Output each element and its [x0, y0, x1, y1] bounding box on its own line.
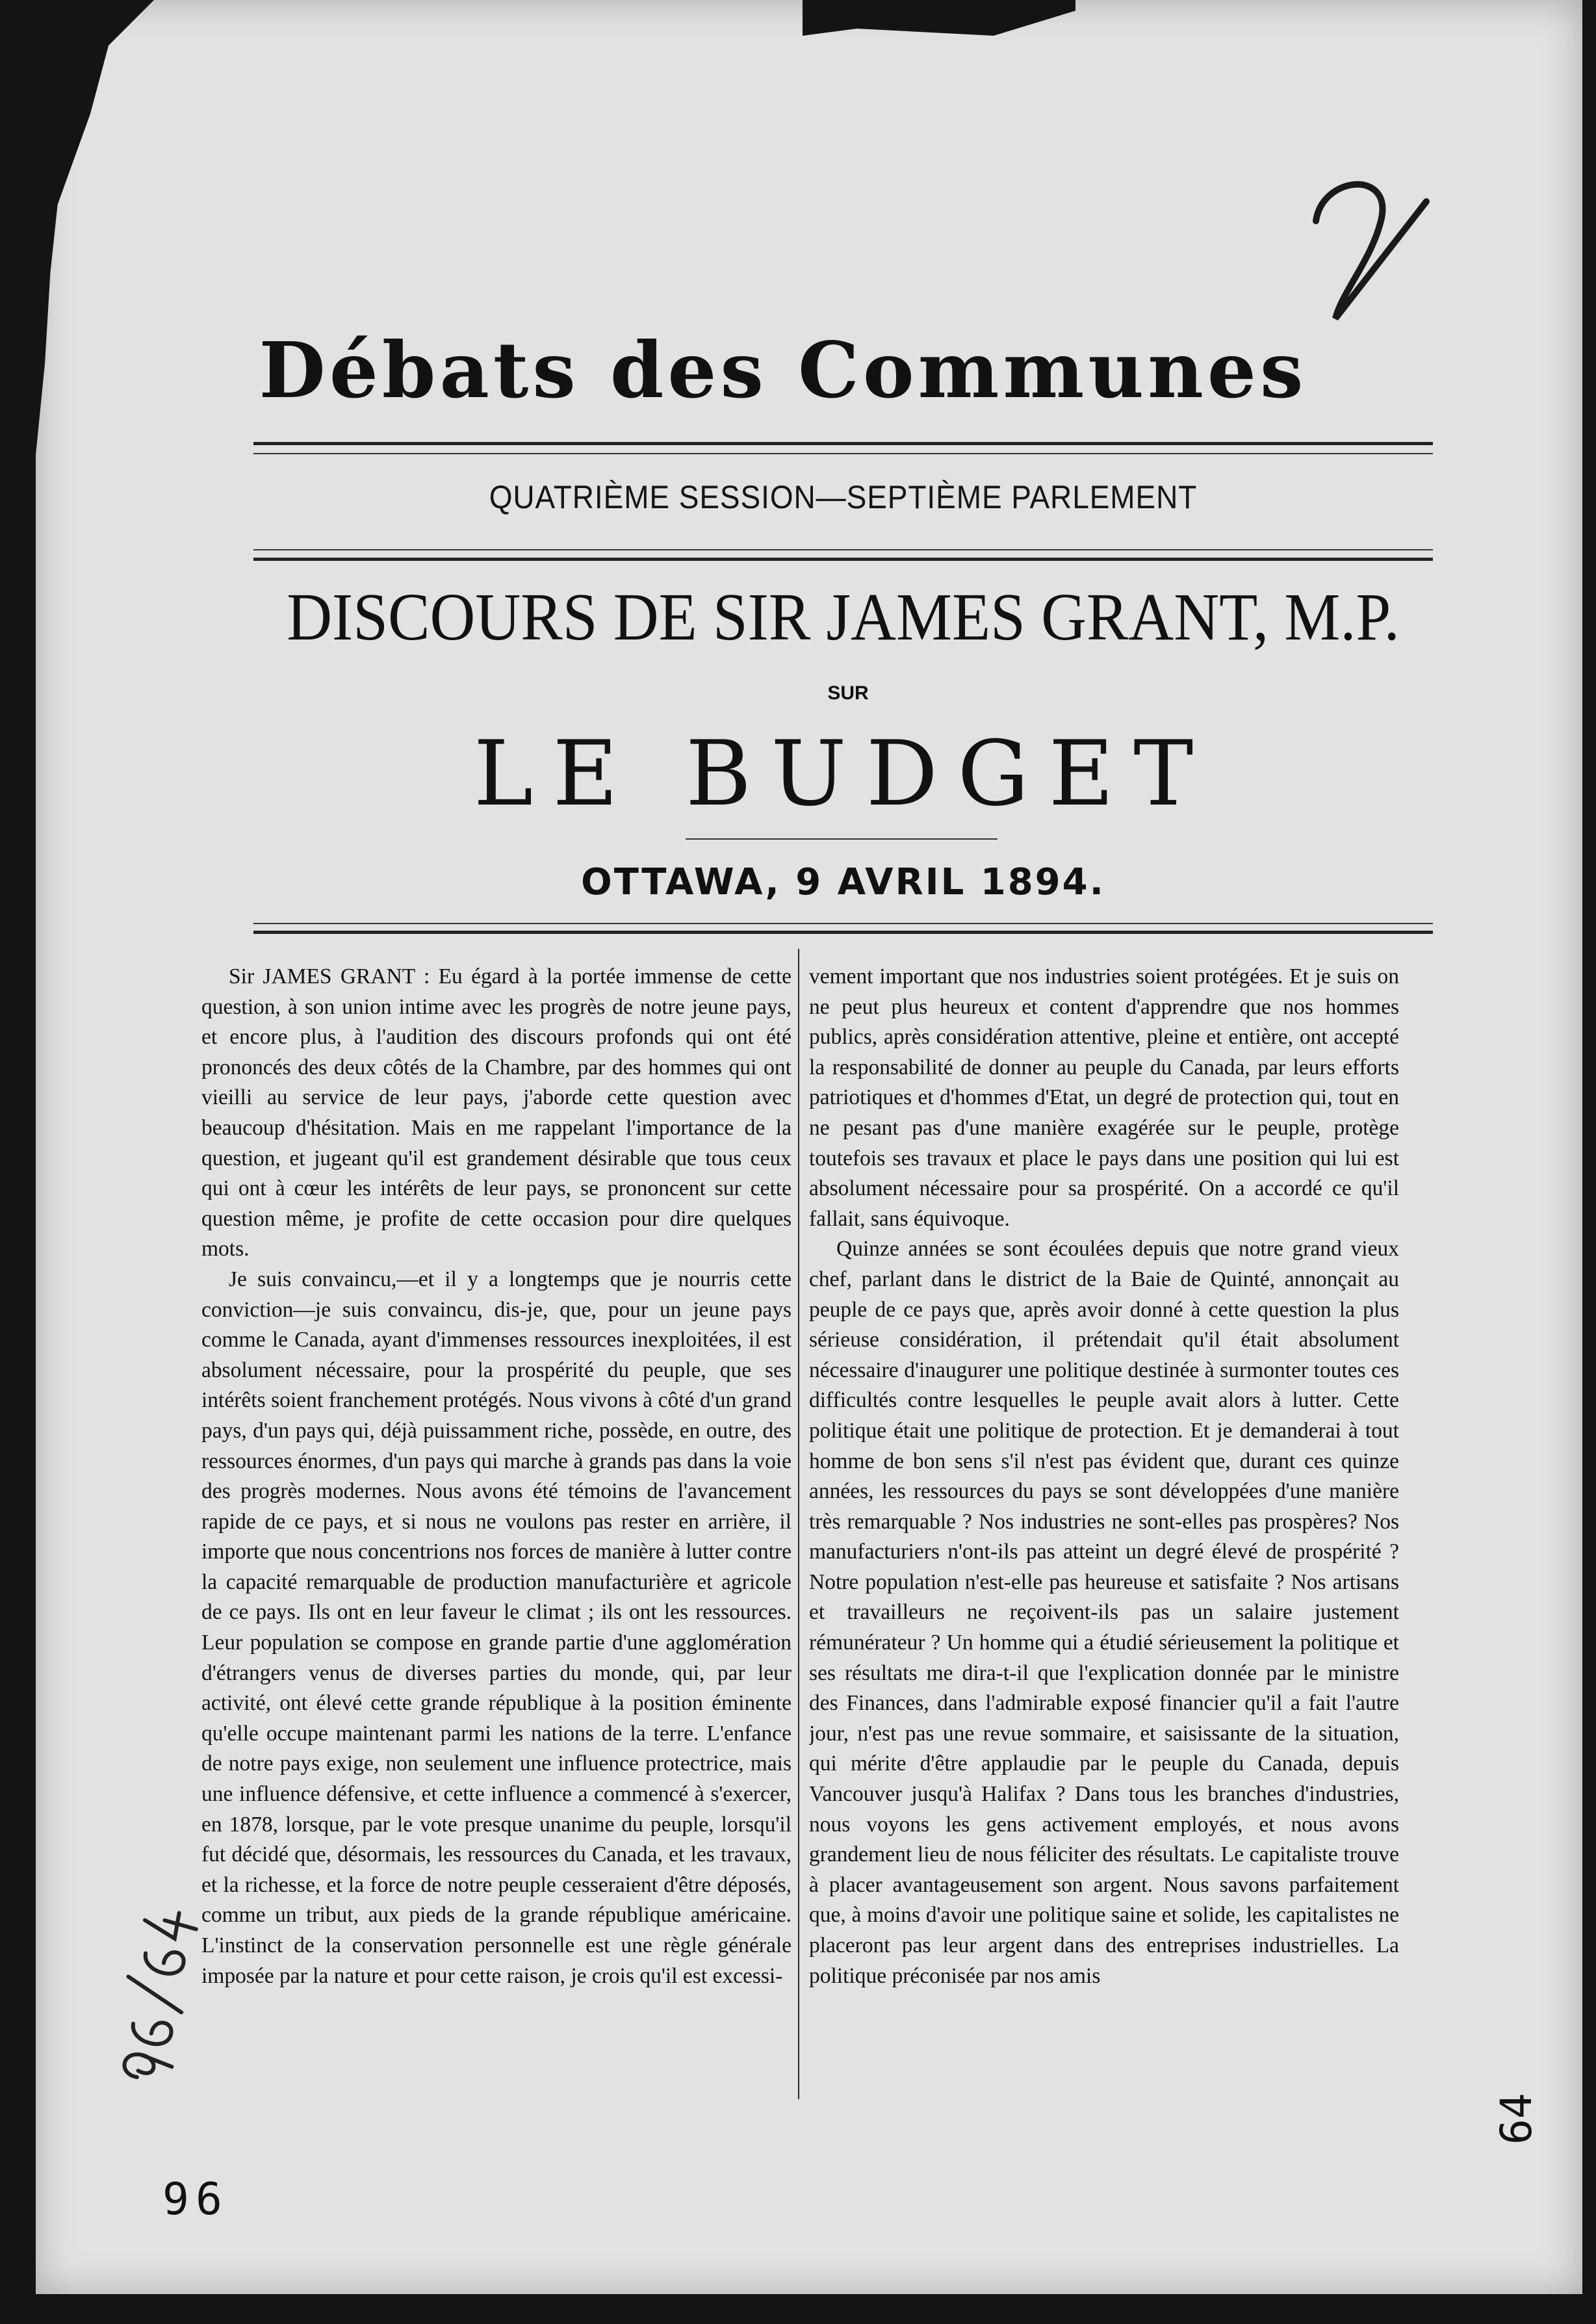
rule-mid-1	[253, 549, 1433, 550]
paragraph: vement important que nos industries soient protégées. Et je suis on ne peut plus heureux et content d'apprendre que nos hommes publics, après considération attentive, pleine et entière, ont accepté la responsabilité de donner au peuple du Canada, par leurs efforts patriotiques et d'hommes d'Etat, un degré de protection qui, tout en ne pesant pas d'une manière exagérée sur le peuple, protège toutefois ses travaux et place le pays dans une position qui lui est absolument nécessaire pour sa prospérité. On a accordé ce qu'il fallait, sans équivoque.	[809, 964, 1399, 1231]
paragraph: Sir JAMES GRANT : Eu égard à la portée immense de cette question, à son union intime avec les progrès de notre jeune pays, et encore plus, à l'audition des discours profonds qui ont été prononcés des deux côtés de la Chambre, par des hommes qui ont vieilli au service de leur pays, j'aborde cette question avec beaucoup d'hésitation. Mais en me rappelant l'importance de la question, et jugeant qu'il est grandement désirable que tous ceux qui ont à cœur les intérêts de leur pays, se prononcent sur cette question même, je profite de cette occasion pour dire quelques mots.	[201, 964, 792, 1261]
handwritten-note	[94, 1885, 224, 2093]
document-page	[36, 0, 1582, 2294]
rule-short	[686, 838, 997, 840]
session-line: QUATRIÈME SESSION—SEPTIÈME PARLEMENT	[489, 479, 1198, 515]
rule-date-2	[253, 931, 1433, 934]
torn-edge-top	[803, 0, 1075, 36]
rule-top-1	[253, 442, 1433, 445]
left-column	[201, 962, 792, 2099]
pencil-number-mark	[1296, 162, 1452, 331]
rule-mid-2	[253, 558, 1433, 561]
paragraph: Je suis convaincu,—et il y a longtemps que je nourris cette conviction—je suis convaincu, dis-je, que, pour un jeune pays comme le Canada, ayant d'immenses ressources inexploitées, il est absolument nécessaire, pour la prospérité du peuple, que ses intérêts soient franchement protégés. Nous vivons à côté d'un grand pays, d'un pays qui, déjà puissamment riche, possède, en outre, des ressources énormes, d'un pays qui marche à grands pas dans la voie des progrès modernes. Nous avons été témoins de l'avancement rapide de ce pays, et si nous ne voulons pas rester en arrière, il importe que nous concentrions nos forces de manière à lutter contre la capacité remarquable de production manufacturière et agricole de ce pays. Ils ont en leur faveur le climat ; ils ont les ressources. Leur population se compose en grande partie d'une agglomération d'étrangers venus de diverses parties du monde, qui, par leur activité, ont élevé cette grande république à la position éminente qu'elle occupe maintenant parmi les nations de la terre. L'enfance de notre pays exige, non seulement une influence protectrice, mais une influence défensive, et cette influence a commencé à s'exercer, en 1878, lorsque, par le vote presque unanime du peuple, lorsqu'il fut décidé que, désormais, les ressources du Canada, et les travaux, et la richesse, et la force de notre peuple cesseraient d'être déposés, comme un tribut, aux pieds de la grande république américaine. L'instinct de la conservation personnelle est une règle générale imposée par la nature et pour cette raison, je crois qu'il est excessi-	[201, 1267, 792, 1988]
dateline: OTTAWA, 9 AVRIL 1894.	[581, 861, 1105, 903]
subject-title: LE BUDGET	[473, 721, 1213, 826]
folio-number-right: 64	[1491, 2093, 1541, 2145]
paragraph: Quinze années se sont écoulées depuis que notre grand vieux chef, parlant dans le district de la Baie de Quinté, annonçait au peuple de ce pays que, après avoir donné à cette question la plus sérieuse considération, il prétendait qu'il était absolument nécessaire d'inaugurer une politique destinée à surmonter toutes ces difficultés contre lesquelles le peuple avait alors à lutter. Cette politique était une politique de protection. Et je demanderai à tout homme de bon sens s'il n'est pas évident que, durant ces quinze années, les ressources du pays se sont développées d'une manière très remarquable ? Nos industries ne sont-elles pas prospères? Nos manufacturiers n'ont-ils pas atteint un degré élevé de prospérité ? Notre population n'est-elle pas heureuse et satisfaite ? Nos artisans et travailleurs ne reçoivent-ils pas un salaire justement rémunérateur ? Un homme qui a étudié sérieusement la politique et ses résultats me dira-t-il que l'explication donnée par le ministre des Finances, dans l'admirable exposé financier qu'il a fait l'autre jour, n'est pas une revue sommaire, et saisissante de la situation, qui mérite d'être applaudie par le peuple du Canada, depuis Vancouver jusqu'à Halifax ? Dans tous les branches d'industries, nous voyons les gens activement employés, et nous avons grandement lieu de nous féliciter des résultats. Le capitaliste trouve à placer avantageusement son argent. Nous savons parfaitement que, à moins d'avoir une politique saine et solide, les capitalistes ne placeront pas leur argent dans des entreprises industrielles. La politique préconisée par nos amis	[809, 1237, 1399, 1988]
rule-top-2	[253, 453, 1433, 454]
speech-title: DISCOURS DE SIR JAMES GRANT, M.P.	[287, 580, 1400, 654]
folio-number-left: 96	[162, 2174, 229, 2225]
sur-label: SUR	[827, 682, 869, 704]
right-column	[809, 962, 1399, 2099]
masthead-title: Débats des Communes	[259, 325, 1307, 415]
column-divider	[798, 949, 799, 2099]
rule-date-1	[253, 923, 1433, 924]
